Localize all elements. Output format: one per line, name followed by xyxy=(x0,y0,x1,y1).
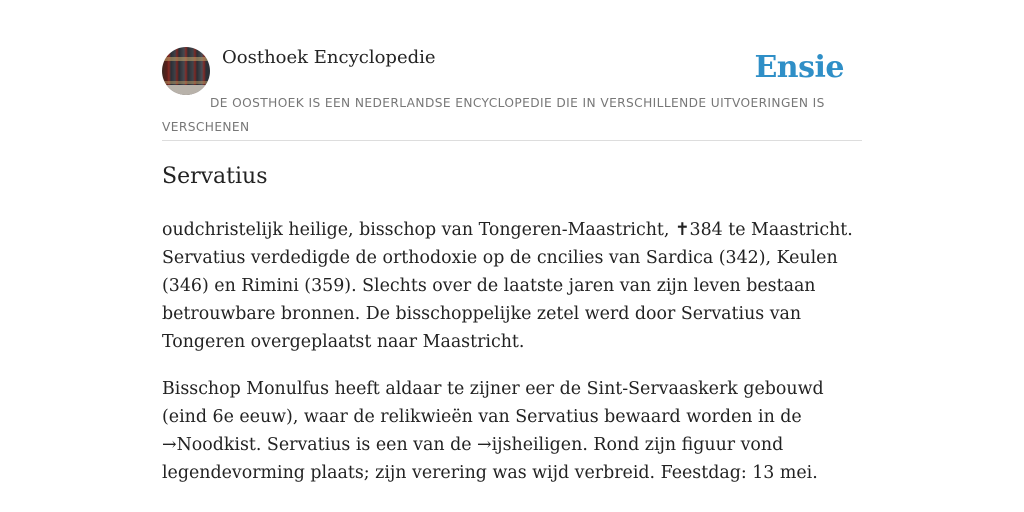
noodkist-link[interactable]: →Noodkist xyxy=(162,435,256,455)
article-paragraph xyxy=(162,375,862,487)
paragraph-text: Bisschop Monulfus heeft aldaar te zijner eer de Sint-Servaaskerk gebouwd (eind 6e eeuw), waar de relikwieën van Servatius bewaard worden in de xyxy=(162,379,824,427)
paragraph-text: . Rond zijn figuur vond legendevorming plaats; zijn verering was wijd verbreid. Feestdag: 13 mei. xyxy=(162,435,818,483)
article-title: Servatius xyxy=(162,164,268,189)
paragraph-text: . Servatius is een van de xyxy=(255,435,478,455)
ensie-logo-link[interactable]: Ensie xyxy=(754,50,844,85)
article-body xyxy=(162,216,862,487)
site-tagline: DE OOSTHOEK IS EEN NEDERLANDSE ENCYCLOPEDIE DIE IN VERSCHILLENDE UITVOERINGEN IS VERSCHENEN xyxy=(162,96,825,134)
encyclopedia-books-avatar[interactable] xyxy=(162,47,210,95)
ijsheiligen-link[interactable]: →ijsheiligen xyxy=(477,435,583,455)
paragraph-text: oudchristelijk heilige, bisschop van Tongeren-Maastricht, ✝384 te Maastricht. Servatius verdedigde de orthodoxie op de cncilies van Sardica (342), Keulen (346) en Rimini (359). Slechts over de laatste jaren van zijn leven bestaan betrouwbare bronnen. De bisschoppelijke zetel werd door Servatius van Tongeren overgeplaatst naar Maastricht. xyxy=(162,220,853,352)
article-paragraph xyxy=(162,216,862,356)
site-header xyxy=(162,46,862,141)
avatar-decoration xyxy=(162,57,210,61)
site-title-link[interactable]: Oosthoek Encyclopedie xyxy=(222,47,436,68)
avatar-decoration xyxy=(162,81,210,84)
